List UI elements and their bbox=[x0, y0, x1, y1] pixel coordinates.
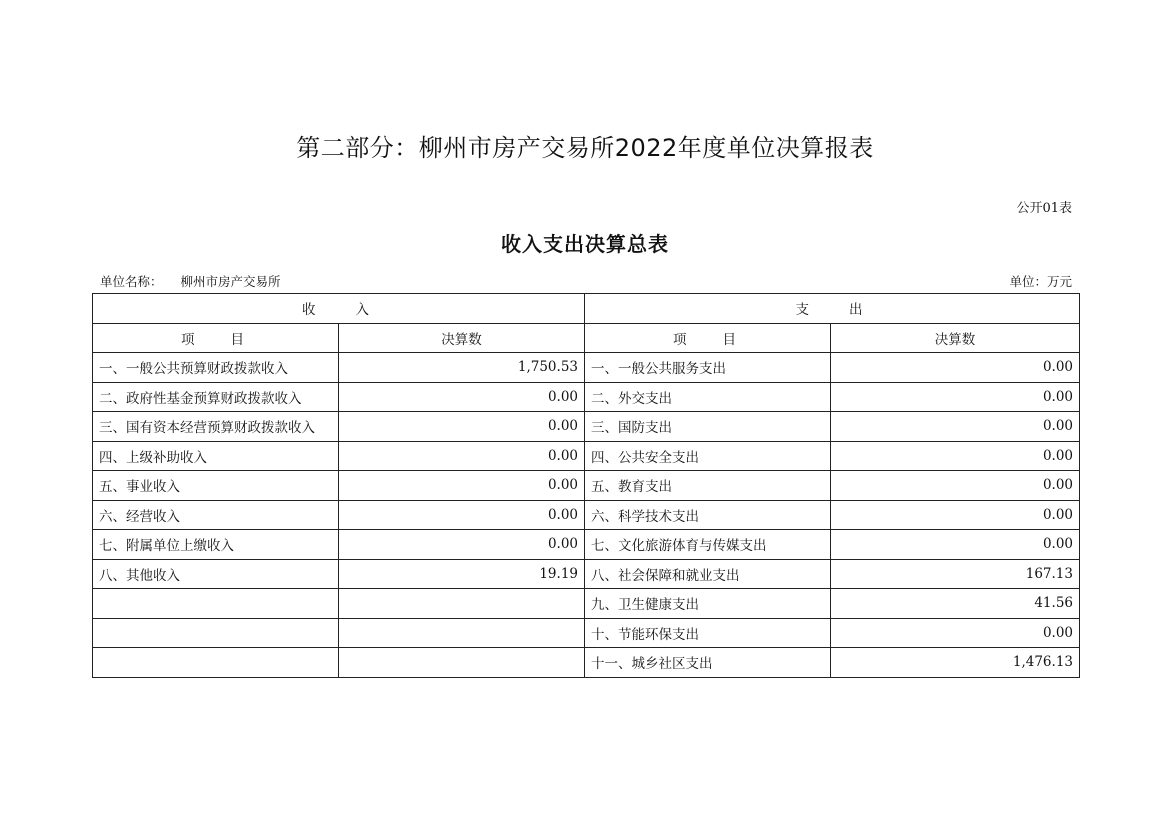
unit-info-row bbox=[100, 272, 1072, 290]
expense-amount-cell: 0.00 bbox=[831, 618, 1080, 648]
expense-item-cell: 七、文化旅游体育与传媒支出 bbox=[585, 530, 831, 560]
expense-amount-cell: 0.00 bbox=[831, 382, 1080, 412]
income-section-header: 收入 bbox=[93, 294, 585, 324]
income-amount-cell bbox=[339, 618, 585, 648]
expense-item-cell: 六、科学技术支出 bbox=[585, 500, 831, 530]
income-item-cell: 二、政府性基金预算财政拨款收入 bbox=[93, 382, 339, 412]
expense-item-header: 项目 bbox=[585, 323, 831, 353]
expense-item-cell: 九、卫生健康支出 bbox=[585, 589, 831, 619]
section-header-row bbox=[93, 294, 1080, 324]
table-row bbox=[93, 589, 1080, 619]
income-item-cell: 七、附属单位上缴收入 bbox=[93, 530, 339, 560]
income-amount-cell: 0.00 bbox=[339, 441, 585, 471]
income-amount-cell bbox=[339, 648, 585, 678]
currency-unit: 单位：万元 bbox=[1009, 274, 1072, 289]
page-title: 第二部分：柳州市房产交易所2022年度单位决算报表 bbox=[296, 134, 874, 162]
income-item-cell: 三、国有资本经营预算财政拨款收入 bbox=[93, 412, 339, 442]
table-row bbox=[93, 441, 1080, 471]
income-item-cell: 五、事业收入 bbox=[93, 471, 339, 501]
expense-item-cell: 十、节能环保支出 bbox=[585, 618, 831, 648]
expense-amount-cell: 41.56 bbox=[831, 589, 1080, 619]
unit-name-label: 单位名称： bbox=[100, 274, 163, 289]
income-item-cell bbox=[93, 618, 339, 648]
income-item-cell bbox=[93, 648, 339, 678]
expense-item-cell: 三、国防支出 bbox=[585, 412, 831, 442]
expense-amount-cell: 0.00 bbox=[831, 441, 1080, 471]
expense-amount-cell: 1,476.13 bbox=[831, 648, 1080, 678]
expense-amount-cell: 0.00 bbox=[831, 353, 1080, 383]
table-row bbox=[93, 412, 1080, 442]
income-item-header: 项目 bbox=[93, 323, 339, 353]
summary-table bbox=[92, 293, 1080, 678]
expense-amount-cell: 0.00 bbox=[831, 530, 1080, 560]
unit-name-group bbox=[100, 272, 281, 290]
income-item-cell: 四、上级补助收入 bbox=[93, 441, 339, 471]
income-amount-cell: 0.00 bbox=[339, 500, 585, 530]
income-item-cell: 八、其他收入 bbox=[93, 559, 339, 589]
expense-item-cell: 八、社会保障和就业支出 bbox=[585, 559, 831, 589]
income-amount-cell: 1,750.53 bbox=[339, 353, 585, 383]
income-amount-cell: 0.00 bbox=[339, 412, 585, 442]
income-amount-cell bbox=[339, 589, 585, 619]
income-item-cell: 一、一般公共预算财政拨款收入 bbox=[93, 353, 339, 383]
unit-name: 柳州市房产交易所 bbox=[180, 274, 281, 289]
expense-item-cell: 十一、城乡社区支出 bbox=[585, 648, 831, 678]
table-title: 收入支出决算总表 bbox=[501, 232, 669, 256]
expense-amount-cell: 0.00 bbox=[831, 500, 1080, 530]
income-item-cell bbox=[93, 589, 339, 619]
table-row bbox=[93, 382, 1080, 412]
form-number: 公开01表 bbox=[1016, 201, 1072, 216]
income-amount-cell: 0.00 bbox=[339, 471, 585, 501]
table-row bbox=[93, 559, 1080, 589]
expense-amount-cell: 0.00 bbox=[831, 471, 1080, 501]
column-header-row bbox=[93, 323, 1080, 353]
expense-amount-cell: 0.00 bbox=[831, 412, 1080, 442]
expense-item-cell: 二、外交支出 bbox=[585, 382, 831, 412]
expense-item-cell: 四、公共安全支出 bbox=[585, 441, 831, 471]
income-item-cell: 六、经营收入 bbox=[93, 500, 339, 530]
income-amount-header: 决算数 bbox=[339, 323, 585, 353]
expense-amount-cell: 167.13 bbox=[831, 559, 1080, 589]
expense-item-cell: 一、一般公共服务支出 bbox=[585, 353, 831, 383]
table-row bbox=[93, 618, 1080, 648]
expense-item-cell: 五、教育支出 bbox=[585, 471, 831, 501]
income-amount-cell: 0.00 bbox=[339, 530, 585, 560]
table-row bbox=[93, 648, 1080, 678]
table-row bbox=[93, 353, 1080, 383]
income-amount-cell: 19.19 bbox=[339, 559, 585, 589]
table-row bbox=[93, 500, 1080, 530]
income-amount-cell: 0.00 bbox=[339, 382, 585, 412]
table-row bbox=[93, 471, 1080, 501]
expense-section-header: 支出 bbox=[585, 294, 1080, 324]
table-row bbox=[93, 530, 1080, 560]
expense-amount-header: 决算数 bbox=[831, 323, 1080, 353]
